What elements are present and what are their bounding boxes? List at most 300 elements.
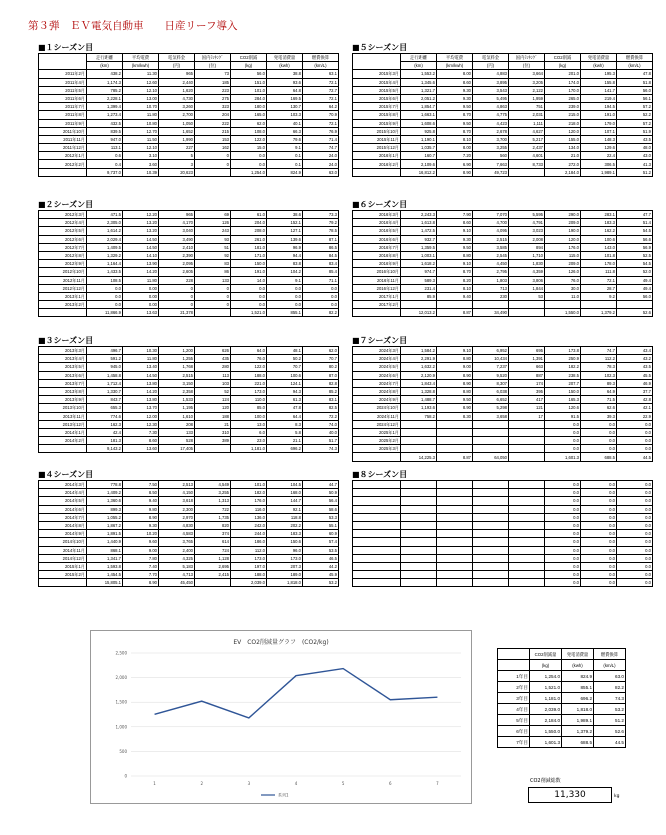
season-block [38,470,339,587]
total-cell: 17,405 [159,445,195,453]
row-month [353,489,401,497]
table-cell: 10.80 [123,119,159,127]
total-cell [353,309,401,317]
table-row [353,505,653,513]
row-month [353,546,401,554]
total-cell [401,579,437,587]
table-cell: 129.6 [581,144,617,152]
table-cell: 7.90 [437,211,473,219]
table-cell [509,445,545,453]
table-cell: 1,111 [509,119,545,127]
table-cell: 91.5 [545,412,581,420]
table-cell: 0.0 [581,505,617,513]
summary-year: 7年目 [498,737,530,748]
table-cell: 118.8 [267,513,303,521]
table-cell: 8,307 [473,379,509,387]
table-cell: 112.2 [581,355,617,363]
table-cell: 61.0 [231,211,267,219]
table-cell: 93 [195,235,231,243]
table-cell: 9.30 [437,86,473,94]
table-cell: 64.8 [267,86,303,94]
table-cell: 5,298 [473,404,509,412]
table-cell: 3,255 [473,144,509,152]
table-row [39,135,339,143]
table-cell: 165.0 [231,111,267,119]
table-cell: 2,095 [159,260,195,268]
table-cell: 0.0 [303,301,339,309]
table-cell: 54.5 [617,227,653,235]
table-cell: 1,273.4 [87,111,123,119]
total-cell: 14,225.3 [401,453,437,461]
table-cell: 1,610 [159,412,195,420]
total-cell [39,579,87,587]
table-cell [401,428,437,436]
table-cell: 78.3 [581,363,617,371]
table-cell: 7,663 [473,160,509,168]
table-cell: 9.50 [437,396,473,404]
table-cell: 4,601 [509,152,545,160]
total-cell [39,445,87,453]
row-month: 2012年5月 [39,227,87,235]
table-cell: 46.9 [617,379,653,387]
table-cell: 86.5 [303,243,339,251]
table-cell: 72.1 [303,119,339,127]
table-cell: 70.7 [303,355,339,363]
table-cell: 52.2 [617,111,653,119]
table-cell: 101.8 [581,251,617,259]
table-cell: 713 [473,284,509,292]
table-cell: 4,730 [159,94,195,102]
table-cell: 191.0 [581,111,617,119]
table-cell: 183.3 [581,219,617,227]
table-row [39,546,339,554]
season-table [352,210,653,317]
table-cell: 155.0 [545,135,581,143]
table-cell: 9.30 [123,521,159,529]
table-cell: 0.0 [617,497,653,505]
table-cell [509,513,545,521]
column-unit: (kg) [545,62,581,70]
table-cell: 113.1 [87,144,123,152]
summary-cell: 855.1 [562,682,594,693]
row-month: 2016年6月 [353,235,401,243]
table-cell: 9.80 [123,505,159,513]
table-cell [509,437,545,445]
table-cell [401,554,437,562]
table-row [39,497,339,505]
table-cell: 778.8 [87,481,123,489]
table-cell: 0 [159,284,195,292]
table-cell: 148.3 [581,135,617,143]
table-row [39,284,339,292]
table-cell: 43.2 [617,355,653,363]
table-cell: 207.3 [267,562,303,570]
total-row [353,168,653,176]
table-cell: 0.0 [545,530,581,538]
column-unit: (km) [401,62,437,70]
table-cell: 162 [195,144,231,152]
table-cell: 7.50 [123,481,159,489]
table-cell: 6,952 [473,347,509,355]
column-header: 電気料金 [473,54,509,62]
table-cell: 0.0 [581,481,617,489]
table-row [353,445,653,453]
table-row [39,292,339,300]
table-cell: 0.0 [545,445,581,453]
table-cell [401,437,437,445]
table-cell [473,437,509,445]
table-row [39,78,339,86]
table-cell: 85.0 [231,404,267,412]
season-title: ■６シーズン目 [352,200,408,209]
total-cell [509,309,545,317]
table-cell: 160.7 [401,152,437,160]
table-cell: 9.10 [437,227,473,235]
row-month: 2016年12月 [353,284,401,292]
table-cell: 42.4 [87,428,123,436]
row-month: 2013年4月 [39,355,87,363]
table-cell: 0.0 [617,571,653,579]
table-row [353,481,653,489]
table-cell: 116.0 [231,505,267,513]
row-month: 2013年5月 [39,363,87,371]
table-cell: 124.1 [267,379,303,387]
table-cell: 2,695 [195,562,231,570]
column-header: CO2削減 [545,54,581,62]
row-month: 2016年11月 [353,276,401,284]
table-cell: 120 [195,404,231,412]
table-cell: 54.5 [617,260,653,268]
table-cell [509,497,545,505]
table-cell: 82.5 [303,404,339,412]
table-cell: 72.1 [581,276,617,284]
table-cell [437,301,473,309]
table-cell: 1,663.1 [401,111,437,119]
table-cell: 188.0 [231,571,267,579]
table-cell: 9.40 [123,497,159,505]
table-cell: 4,883 [473,70,509,78]
table-row [39,437,339,445]
table-cell: 43.0 [617,152,653,160]
column-unit: (kg) [231,62,267,70]
table-cell [473,489,509,497]
table-cell: 389 [195,437,231,445]
table-cell: 1,399.4 [87,103,123,111]
table-row [353,135,653,143]
summary-cell: 53.2 [594,704,626,715]
row-month: 2012年12月 [39,284,87,292]
table-cell: 3,585 [473,243,509,251]
table-row [39,152,339,160]
co2-total-label: CO2削減総数 [530,778,561,784]
row-month: 2015年7月 [353,103,401,111]
y-tick-label: 2,500 [115,650,127,656]
table-cell: 204.0 [231,219,267,227]
table-cell: 589.3 [401,276,437,284]
table-cell: 7.20 [437,152,473,160]
table-row [39,428,339,436]
table-row [39,268,339,276]
table-row [39,387,339,395]
table-cell: 1,584.2 [401,347,437,355]
table-cell [473,505,509,513]
summary-cell: 2,039.0 [530,704,562,715]
table-cell: 0.0 [581,445,617,453]
summary-unit-row [498,660,626,671]
season-block [38,200,339,317]
table-cell: 78.5 [303,227,339,235]
table-cell: 64.9 [581,387,617,395]
table-cell: 4,170 [159,219,195,227]
table-cell: 9.00 [437,363,473,371]
total-cell [437,579,473,587]
total-cell: 21,378 [159,309,195,317]
table-cell: 4,713 [159,571,195,579]
row-month: 2012年4月 [39,219,87,227]
row-month: 2016年1月 [353,152,401,160]
table-row [353,111,653,119]
table-cell: 272.0 [545,160,581,168]
table-cell [437,538,473,546]
table-cell: 87.0 [303,371,339,379]
table-cell: 53 [509,292,545,300]
table-cell: 8.80 [437,355,473,363]
table-row [353,489,653,497]
table-cell: 202.2 [267,521,303,529]
table-cell: 1,321.7 [401,86,437,94]
table-cell: 48.1 [267,347,303,355]
table-cell: 47.8 [267,404,303,412]
row-month: 2013年10月 [39,404,87,412]
table-cell: 1,712.4 [87,379,123,387]
table-cell: 250.9 [545,355,581,363]
table-cell: 0.0 [545,562,581,570]
table-cell: 50.2 [267,355,303,363]
table-cell: 0.0 [231,152,267,160]
summary-year: 3年目 [498,693,530,704]
table-cell: 1,174.3 [87,78,123,86]
table-cell: 170.0 [545,86,581,94]
table-cell: 1,128 [195,554,231,562]
column-unit: (kwh) [581,62,617,70]
table-cell: 96.9 [267,243,303,251]
total-cell: 1,181.0 [231,445,267,453]
table-cell: 153 [195,135,231,143]
table-cell: 239.0 [545,103,581,111]
table-cell: 124 [195,396,231,404]
y-tick-label: 1,500 [115,699,127,705]
table-cell: 932.7 [401,235,437,243]
column-header: 平均電費 [437,54,473,62]
table-cell: 83.1 [303,396,339,404]
unit-blank [39,62,87,70]
co2-chart [90,630,472,804]
total-cell: 15,805.1 [87,579,123,587]
row-month: 2015年1月 [39,562,87,570]
table-cell: 7.70 [123,571,159,579]
table-cell: 162.3 [87,420,123,428]
table-cell: 438.2 [87,70,123,78]
table-cell [581,301,617,309]
table-cell: 173.0 [231,554,267,562]
table-cell: 228 [159,276,195,284]
summary-row [498,737,626,748]
table-cell: 56.0 [617,292,653,300]
column-header: 走行距離 [87,54,123,62]
total-row [39,309,339,317]
column-unit: (kwh) [267,62,303,70]
table-row [39,127,339,135]
table-cell [437,445,473,453]
table-row [39,538,339,546]
table-cell: 0.0 [617,538,653,546]
table-cell: 8.70 [437,111,473,119]
table-row [353,428,653,436]
table-cell: 1,433.5 [87,268,123,276]
table-cell: 0.0 [581,538,617,546]
row-month [353,530,401,538]
table-cell: 4,863 [473,103,509,111]
table-cell [509,420,545,428]
table-cell: 2,029.4 [87,235,123,243]
table-cell: 178.0 [581,260,617,268]
table-cell: 3,618 [159,497,195,505]
table-cell: 8.60 [123,437,159,445]
table-cell: 0.0 [87,284,123,292]
table-cell [437,505,473,513]
table-cell: 76.0 [545,276,581,284]
column-unit: (位) [195,62,231,70]
table-cell: 1,328.8 [401,387,437,395]
table-cell: 0.0 [581,521,617,529]
row-month: 2025年3月 [353,445,401,453]
table-cell: 9.30 [437,235,473,243]
table-row [353,235,653,243]
table-cell: 40.0 [303,428,339,436]
table-cell: 56.4 [303,497,339,505]
table-cell: 102.3 [581,371,617,379]
table-cell: 894 [509,243,545,251]
summary-row [498,693,626,704]
table-cell: 2,605 [159,268,195,276]
table-cell: 1,341.7 [87,554,123,562]
table-cell [437,489,473,497]
table-cell: 21.1 [267,437,303,445]
row-month: 2024年9月 [353,396,401,404]
table-cell: 1,193.6 [401,404,437,412]
table-cell: 139.6 [267,235,303,243]
table-cell: 1,553.2 [401,70,437,78]
total-cell: 1,379.2 [581,309,617,317]
table-cell [617,301,653,309]
total-cell: 8.90 [123,579,159,587]
table-cell: 13.80 [123,379,159,387]
summary-column-unit: (kwh) [562,660,594,671]
table-cell: 1,618.2 [401,260,437,268]
summary-cell: 1,550.0 [530,726,562,737]
total-cell: 2,039.0 [231,579,267,587]
table-cell: 46.5 [303,554,339,562]
summary-cell: 82.2 [594,682,626,693]
table-row [39,355,339,363]
table-cell: 8.70 [437,268,473,276]
table-cell: 57.4 [303,538,339,546]
table-cell [545,301,581,309]
table-cell: 21.0 [545,152,581,160]
season-title: ■３シーズン目 [38,336,94,345]
summary-cell: 1,181.0 [530,693,562,704]
table-cell: 11.80 [123,111,159,119]
table-cell: 222 [195,119,231,127]
table-cell: 10.20 [123,530,159,538]
table-cell: 4,423 [473,119,509,127]
table-cell: 0.0 [545,420,581,428]
row-month: 2014年10月 [39,538,87,546]
table-row [39,521,339,529]
table-cell: 215.0 [545,111,581,119]
table-cell: 1,854.7 [401,103,437,111]
table-cell: 0.0 [581,554,617,562]
table-cell: 38.8 [267,70,303,78]
summary-cell: 51.2 [594,715,626,726]
table-cell [401,538,437,546]
table-cell: 1,190.1 [401,135,437,143]
table-cell: 82.8 [303,379,339,387]
table-cell: 4,150 [159,489,195,497]
header-blank [39,54,87,62]
unit-row [39,62,339,70]
row-month: 2014年3月 [39,481,87,489]
table-cell: 1,867.2 [87,521,123,529]
table-cell [401,420,437,428]
table-cell: 4,791 [509,219,545,227]
column-unit: (km/L) [303,62,339,70]
table-cell: 1,472.5 [401,227,437,235]
table-cell: 1,050 [159,119,195,127]
table-cell: 94.3 [267,387,303,395]
table-row [39,144,339,152]
table-cell: 0.0 [581,571,617,579]
table-cell: 7,070 [473,211,509,219]
table-cell: 1,055.2 [87,513,123,521]
table-cell: 8.50 [123,489,159,497]
table-cell: 8.00 [437,144,473,152]
table-row [39,94,339,102]
table-cell: 2,291.9 [401,355,437,363]
table-cell: 974.7 [401,268,437,276]
table-cell: 201.0 [545,70,581,78]
table-cell [401,497,437,505]
table-cell: 965 [159,70,195,78]
table-row [39,301,339,309]
table-cell: 626 [195,347,231,355]
table-cell: 1,488.7 [401,396,437,404]
total-cell [195,579,231,587]
table-cell: 7.30 [123,428,159,436]
summary-cell: 1,818.0 [562,704,594,715]
y-tick-label: 1,000 [115,724,127,730]
table-cell: 2,228.1 [87,94,123,102]
table-cell: 51.4 [617,219,653,227]
table-cell: 3.10 [123,152,159,160]
table-row [39,251,339,259]
row-month: 2024年6月 [353,371,401,379]
table-cell: 189.0 [267,571,303,579]
table-cell: 50.9 [303,489,339,497]
table-cell: 38.6 [267,211,303,219]
table-cell: 3,543 [473,86,509,94]
table-cell [473,445,509,453]
